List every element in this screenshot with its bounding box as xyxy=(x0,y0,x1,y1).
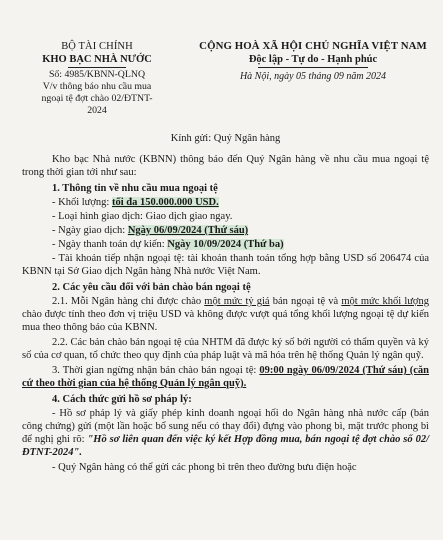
p41-text: - Hồ sơ pháp lý và giấy phép kinh doanh ngoại hối do Ngân hàng nhà nước cấp (bản công chứng) gửi (một lần hoặc bổ sung nếu có thay đổi) đựng vào phong bì, mặt trước phong bì để nghị ghi rõ: xyxy=(22,408,429,445)
ministry-name: BỘ TÀI CHÍNH xyxy=(61,41,133,52)
paragraph-4-1 xyxy=(22,407,429,459)
issuer-underline xyxy=(68,67,126,68)
section-1-title: 1. Thông tin về nhu cầu mua ngoại tệ xyxy=(52,183,218,194)
national-motto: Độc lập - Tự do - Hạnh phúc xyxy=(248,54,378,65)
org-name: KHO BẠC NHÀ NƯỚC xyxy=(42,54,152,65)
subject-line-2: ngoại tệ đợt chào 02/ĐTNT- xyxy=(41,93,153,104)
p21-underline-rate: một mức tỷ giá xyxy=(204,296,270,307)
payment-date-label: - Ngày thanh toán dự kiến: xyxy=(52,239,168,250)
place-date: Hà Nội, ngày 05 tháng 09 năm 2024 xyxy=(239,71,387,82)
nation-title: CỘNG HOÀ XÃ HỘI CHỦ NGHĨA VIỆT NAM xyxy=(199,40,427,52)
volume-value: tối đa 150.000.000 USD. xyxy=(111,197,219,208)
document-page xyxy=(0,40,443,540)
paragraph-2-2: 2.2. Các bản chào bán ngoại tệ của NHTM đã được ký số bởi người có thẩm quyền và ký số của cơ quan, tổ chức theo quy định của pháp luật và mã hóa trên hệ thống Quản lý ngân quỹ. xyxy=(22,337,429,361)
document-header xyxy=(22,40,429,117)
trade-date-label: - Ngày giao dịch: xyxy=(52,225,128,236)
payment-date-line xyxy=(22,238,429,251)
document-number: Số: 4985/KBNN-QLNQ xyxy=(48,69,146,80)
account-paragraph: - Tài khoản tiếp nhận ngoại tệ: tài khoản thanh toán tổng hợp bằng USD số 206474 của KBNN tại Sở Giao dịch Ngân hàng Nhà nước Việt Nam. xyxy=(22,253,429,277)
p41-envelope-note: "Hồ sơ liên quan đến việc ký kết Hợp đồng mua, bán ngoại tệ đợt chào số 02/ĐTNT-2024". xyxy=(22,434,429,458)
issuer-block xyxy=(22,40,172,117)
salutation: Kính gửi: Quý Ngân hàng xyxy=(170,133,281,144)
p21-text-b: bán ngoại tệ và xyxy=(269,296,342,307)
p21-text-c: chào được tính theo đơn vị triệu USD và không được vượt quá tổng khối lượng ngoại tệ dự kiến mua theo thông báo của KBNN. xyxy=(22,309,429,333)
p21-text-a: 2.1. Mỗi Ngân hàng chỉ được chào xyxy=(52,296,205,307)
paragraph-2-1 xyxy=(22,295,429,334)
payment-date-value: Ngày 10/09/2024 (Thứ ba) xyxy=(167,239,284,250)
p3-text: 3. Thời gian ngừng nhận bản chào bán ngoại tệ: xyxy=(52,365,260,376)
volume-line xyxy=(22,196,429,209)
subject-line-3: 2024 xyxy=(87,105,107,116)
paragraph-3 xyxy=(22,364,429,390)
p3-deadline: 09:00 ngày 06/09/2024 (Thứ sáu) (căn cứ theo thời gian của hệ thống Quản lý ngân quỹ). xyxy=(22,365,429,389)
trade-type-line: - Loại hình giao dịch: Giao dịch giao ngay. xyxy=(52,211,233,222)
trade-date-line xyxy=(22,224,429,237)
trade-date-value: Ngày 06/09/2024 (Thứ sáu) xyxy=(127,225,249,236)
subject-line-1: V/v thông báo nhu cầu mua xyxy=(42,81,152,92)
section-2-title: 2. Các yêu cầu đối với bản chào bán ngoại tệ xyxy=(52,282,251,293)
motto-underline xyxy=(258,67,368,68)
intro-paragraph: Kho bạc Nhà nước (KBNN) thông báo đến Quý Ngân hàng về nhu cầu mua ngoại tệ trong thời gian tới như sau: xyxy=(22,154,429,178)
national-block xyxy=(197,40,429,117)
p21-underline-volume: một mức khối lượng xyxy=(341,296,429,307)
volume-label: - Khối lượng: xyxy=(52,197,112,208)
paragraph-4-2: - Quý Ngân hàng có thể gửi các phong bì trên theo đường bưu điện hoặc xyxy=(52,462,357,473)
section-4-title: 4. Cách thức gửi hồ sơ pháp lý: xyxy=(52,394,192,405)
